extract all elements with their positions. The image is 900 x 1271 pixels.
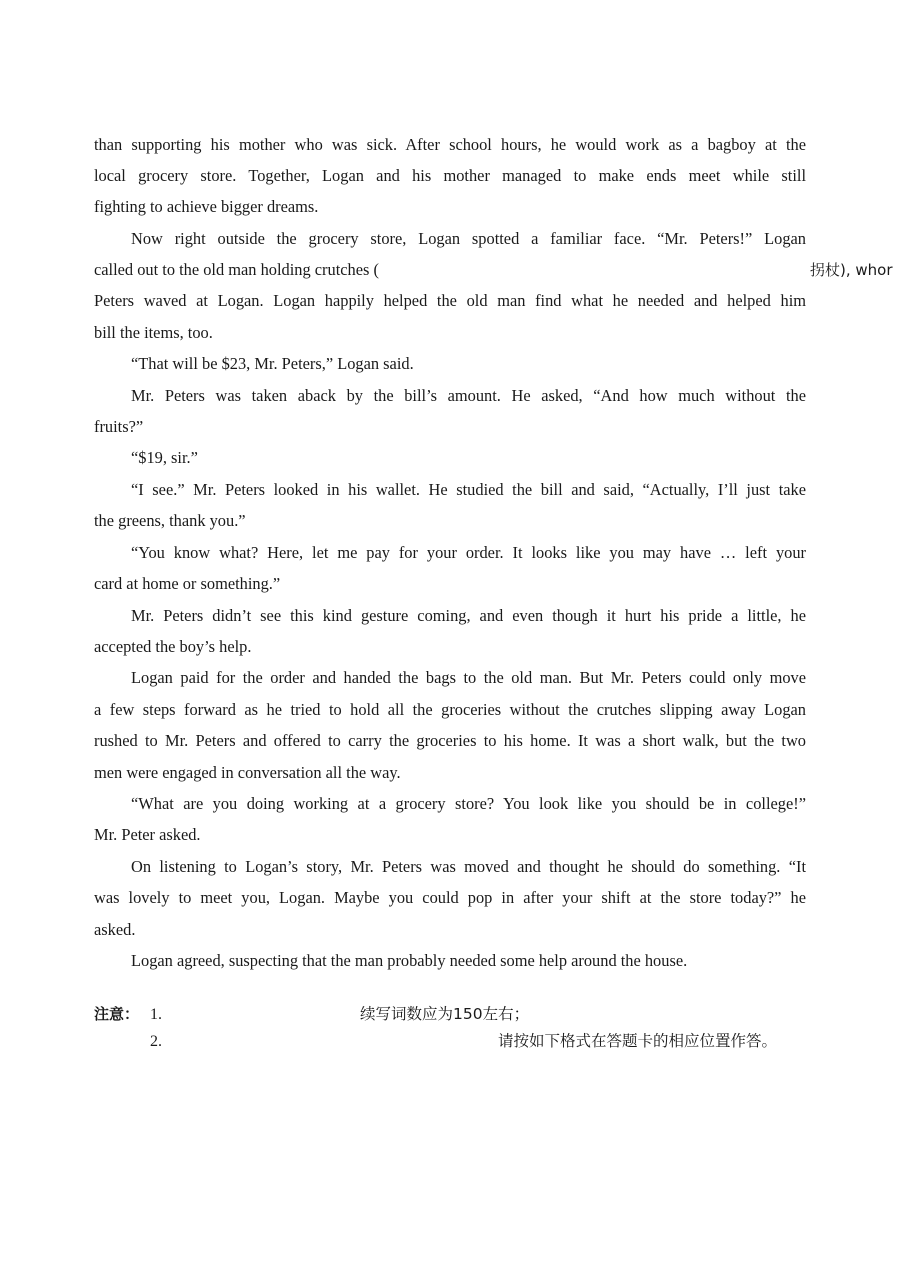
paragraph-line: fighting to achieve bigger dreams. (94, 197, 319, 216)
paragraph-line: local grocery store. Together, Logan and his mother managed to make ends meet while still (94, 166, 806, 185)
notes-label: 注意： (94, 1005, 140, 1023)
paragraph-line: “You know what? Here, let me pay for your order. It looks like you may have … left your (131, 543, 806, 562)
paragraph-line: Logan paid for the order and handed the bags to the old man. But Mr. Peters could only move (131, 668, 806, 687)
paragraph-line: Mr. Peters didn’t see this kind gesture coming, and even though it hurt his pride a little, he (131, 606, 806, 625)
note-text: 请按如下格式在答题卡的相应位置作答。 (498, 1032, 778, 1050)
paragraph-line: bill the items, too. (94, 323, 213, 342)
note-text: 续写词数应为150左右； (360, 1005, 530, 1023)
paragraph-line: accepted the boy’s help. (94, 637, 252, 656)
paragraph-line: card at home or something.” (94, 574, 281, 593)
paragraph-line: rushed to Mr. Peters and offered to carry the groceries to his home. It was a short walk, but the two (94, 731, 806, 750)
paragraph-line: “I see.” Mr. Peters looked in his wallet. He studied the bill and said, “Actually, I’ll just take (131, 480, 806, 499)
paragraph-line: fruits?” (94, 417, 144, 436)
note-number: 1. (150, 1006, 162, 1023)
paragraph-line: On listening to Logan’s story, Mr. Peters was moved and thought he should do something. “It (131, 857, 806, 876)
paragraph-line: Now right outside the grocery store, Logan spotted a familiar face. “Mr. Peters!” Logan (131, 229, 806, 248)
paragraph-line: Logan agreed, suspecting that the man probably needed some help around the house. (131, 951, 688, 970)
paragraph-line: “$19, sir.” (131, 448, 198, 467)
paragraph-line: “What are you doing working at a grocery store? You look like you should be in college!” (131, 794, 806, 813)
paragraph-line: was lovely to meet you, Logan. Maybe you could pop in after your shift at the store today?” he (94, 888, 806, 907)
paragraph-line: the greens, thank you.” (94, 511, 246, 530)
paragraph-line: “That will be $23, Mr. Peters,” Logan said. (131, 354, 414, 373)
paragraph-line: Peters waved at Logan. Logan happily helped the old man find what he needed and helped him (94, 291, 806, 310)
annotation-overflow-text: 拐杖), whor (810, 261, 893, 279)
paragraph-line: Mr. Peter asked. (94, 825, 201, 844)
note-number: 2. (150, 1033, 162, 1050)
paragraph-line: called out to the old man holding crutches ( (94, 260, 379, 279)
paragraph-line: than supporting his mother who was sick. After school hours, he would work as a bagboy at the (94, 135, 806, 154)
paragraph-line: Mr. Peters was taken aback by the bill’s amount. He asked, “And how much without the (131, 386, 806, 405)
paragraph-line: a few steps forward as he tried to hold all the groceries without the crutches slipping away Logan (94, 700, 806, 719)
paragraph-line: asked. (94, 920, 136, 939)
paragraph-line: men were engaged in conversation all the way. (94, 763, 401, 782)
